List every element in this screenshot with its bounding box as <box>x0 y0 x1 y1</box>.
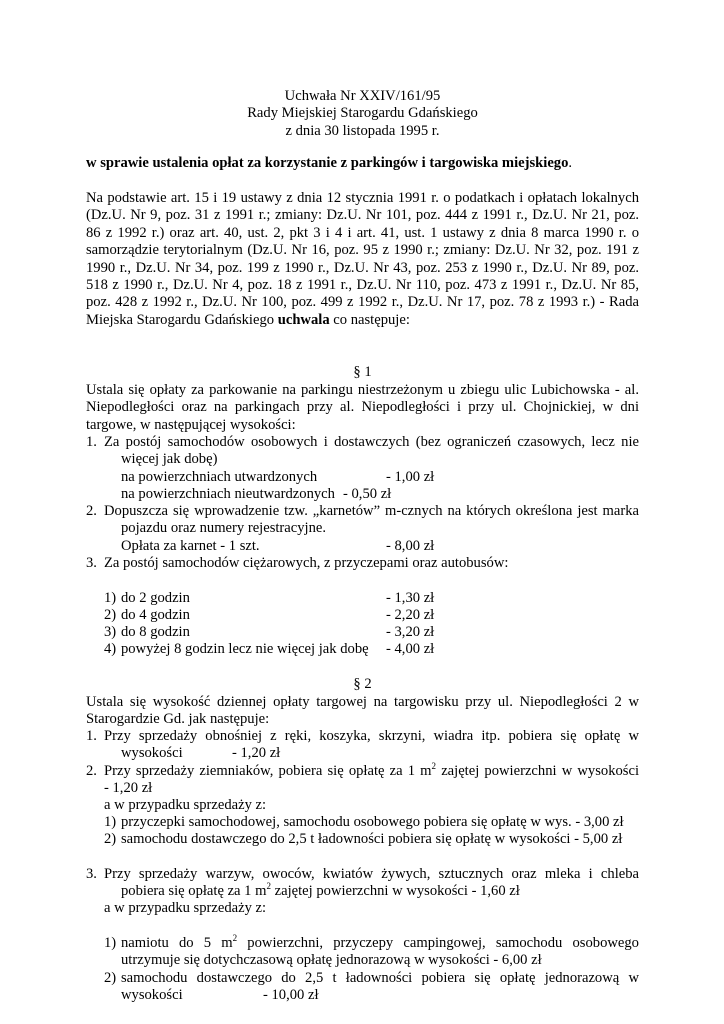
rate-1-label: do 2 godzin <box>121 590 190 606</box>
s2-item-2-sub2-number: 2) <box>104 831 117 847</box>
s2-item-1-cont-label: wysokości <box>121 745 183 761</box>
s2-item-3-cont-a: pobiera się opłatę za 1 m <box>121 883 267 899</box>
s2-item-3-sub1-a: namiotu do 5 m <box>121 935 233 951</box>
rate-2-number: 2) <box>104 607 117 623</box>
s2-item-3-sup: 2 <box>266 881 271 891</box>
s2-item-3-number: 3. <box>86 866 97 882</box>
s2-item-3-sub2: samochodu dostawczego do 2,5 t ładowności pobiera się opłatę jednorazową w <box>121 970 639 986</box>
s1-item-1a-label: na powierzchniach utwardzonych <box>121 469 318 485</box>
s2-item-3-sub2-cont-label: wysokości <box>121 987 183 1003</box>
s2-item-3-sub2-cont-value: - 10,00 zł <box>263 987 319 1003</box>
council-name: Rady Miejskiej Starogardu Gdańskiego <box>247 105 478 122</box>
s1-item-2a-value: - 8,00 zł <box>386 538 435 554</box>
resolution-number: Uchwała Nr XXIV/161/95 <box>284 88 441 104</box>
s2-item-3-sub1-continuation: utrzymuje się dotychczasową opłatę jednorazową w wysokości - 6,00 zł <box>121 952 542 968</box>
s1-item-1b-value: - 0,50 zł <box>343 486 392 502</box>
rate-4-value: - 4,00 zł <box>386 641 435 657</box>
s2-item-3-sub1-sup: 2 <box>232 933 238 943</box>
s2-item-1-text: Przy sprzedaży obnośniej z ręki, koszyka, skrzyni, wiadra itp. pobiera się opłatę w <box>104 728 639 744</box>
s1-item-2-text: Dopuszcza się wprowadzenie tzw. „karnetów” m-cznych na których określona jest marka <box>104 503 639 519</box>
s2-item-2-text-b: zajętej powierzchni w wysokości <box>436 763 639 779</box>
s1-item-2-number: 2. <box>86 503 97 519</box>
s2-item-2-continuation: - 1,20 zł <box>104 780 153 796</box>
rate-2-label: do 4 godzin <box>121 607 190 623</box>
s2-item-2-sub1: przyczepki samochodowej, samochodu osobowego pobiera się opłatę w wys. - 3,00 zł <box>121 814 624 830</box>
s2-item-2-text <box>104 763 639 780</box>
subject-end: . <box>568 155 573 171</box>
rate-3-label: do 8 godzin <box>121 624 190 640</box>
s1-item-2a-label: Opłata za karnet - 1 szt. <box>121 538 260 554</box>
s1-item-3-number: 3. <box>86 555 97 571</box>
s2-item-2-text-a: Przy sprzedaży ziemniaków, pobiera się opłatę za 1 m <box>104 763 432 779</box>
resolution-subject <box>86 155 639 172</box>
s2-item-2-number: 2. <box>86 763 97 779</box>
section-1-heading: § 1 <box>353 364 372 380</box>
s2-item-3-sub2-number: 2) <box>104 970 117 986</box>
s1-item-1b-label: na powierzchniach nieutwardzonych <box>121 486 335 502</box>
rate-1-value: - 1,30 zł <box>386 590 435 606</box>
preamble <box>86 190 639 329</box>
s2-item-1-cont-value: - 1,20 zł <box>232 745 281 761</box>
s2-item-3-text: Przy sprzedaży warzyw, owoców, kwiatów żywych, sztucznych oraz mleka i chleba <box>104 866 639 882</box>
preamble-text: Na podstawie art. 15 i 19 ustawy z dnia 12 stycznia 1991 r. o podatkach i opłatach lokalnych (Dz.U. Nr 9, poz. 31 z 1991 r.; zmiany: Dz.U. Nr 101, poz. 444 z 1991 r., Dz.U. Nr 21, poz. 86 z 1992 r.) oraz art. 40, ust. 2, pkt 3 i 4 i art. 41, ust. 1 ustawy z dnia 8 marca 1990 r. o samorządzie terytorialnym (Dz.U. Nr 16, poz. 95 z 1990 r.; zmiany: Dz.U. Nr 32, poz. 191 z 1990 r., Dz.U. Nr 34, poz. 199 z 1990 r., Dz.U. Nr 43, poz. 253 z 1990 r., Dz.U. Nr 89, poz. 518 z 1990 r., Dz.U. Nr 4, poz. 18 z 1991 r., Dz.U. Nr 110, poz. 473 z 1991 r., Dz.U. Nr 85, poz. 428 z 1992 r., Dz.U. Nr 100, poz. 499 z 1992 r., Dz.U. Nr 17, poz. 78 z 1993 r.) - Rada Miejska Starogardu Gdańskiego <box>86 190 639 328</box>
s2-item-3-sub1-b: powierzchni, przyczepy campingowej, samochodu osobowego <box>237 935 639 951</box>
s2-item-3-cont-b: zajętej powierzchni w wysokości - 1,60 zł <box>270 883 520 899</box>
rate-2-value: - 2,20 zł <box>386 607 435 623</box>
resolution-header <box>86 88 639 140</box>
s2-item-2-sub2: samochodu dostawczego do 2,5 t ładowności pobiera się opłatę w wysokości - 5,00 zł <box>121 831 623 847</box>
s2-item-1-number: 1. <box>86 728 97 744</box>
s1-item-3-text: Za postój samochodów ciężarowych, z przyczepami oraz autobusów: <box>104 555 509 571</box>
s2-item-3-case: a w przypadku sprzedaży z: <box>104 900 267 916</box>
s1-item-1-number: 1. <box>86 434 97 450</box>
section-2-heading: § 2 <box>353 676 372 692</box>
section-1-intro: Ustala się opłaty za parkowanie na parkingu niestrzeżonym u zbiegu ulic Lubichowska - al. Niepodległości oraz na parkingach przy al. Niepodległości i przy ul. Chojnickiej, w dni targowe, w następującej wysokości: <box>86 382 639 433</box>
s2-item-3-sub1-number: 1) <box>104 935 117 951</box>
s2-item-2-sup: 2 <box>431 761 437 771</box>
rate-3-value: - 3,20 zł <box>386 624 435 640</box>
rate-4-label: powyżej 8 godzin lecz nie więcej jak dobę <box>121 641 369 657</box>
rate-1-number: 1) <box>104 590 117 606</box>
rate-4-number: 4) <box>104 641 117 657</box>
preamble-tail: co następuje: <box>333 311 410 328</box>
s2-item-3-sub1 <box>121 935 639 952</box>
s1-item-1-continuation: więcej jak dobę) <box>121 451 218 467</box>
resolution-date: z dnia 30 listopada 1995 r. <box>285 122 440 139</box>
rate-3-number: 3) <box>104 624 117 640</box>
s1-item-1-text: Za postój samochodów osobowych i dostawczych (bez ograniczeń czasowych, lecz nie <box>104 434 639 450</box>
s2-item-2-case: a w przypadku sprzedaży z: <box>104 797 267 813</box>
subject-text: w sprawie ustalenia opłat za korzystanie z parkingów i targowiska miejskiego <box>86 155 569 171</box>
preamble-bold-word: uchwala <box>277 311 330 328</box>
s2-item-3-continuation <box>121 883 520 900</box>
s1-item-2-continuation: pojazdu oraz numery rejestracyjne. <box>121 520 327 536</box>
section-2-intro: Ustala się wysokość dziennej opłaty targowej na targowisku przy ul. Niepodległości 2 w Starogardzie Gd. jak następuje: <box>86 694 639 728</box>
s1-item-1a-value: - 1,00 zł <box>386 469 435 485</box>
s2-item-2-sub1-number: 1) <box>104 814 117 830</box>
